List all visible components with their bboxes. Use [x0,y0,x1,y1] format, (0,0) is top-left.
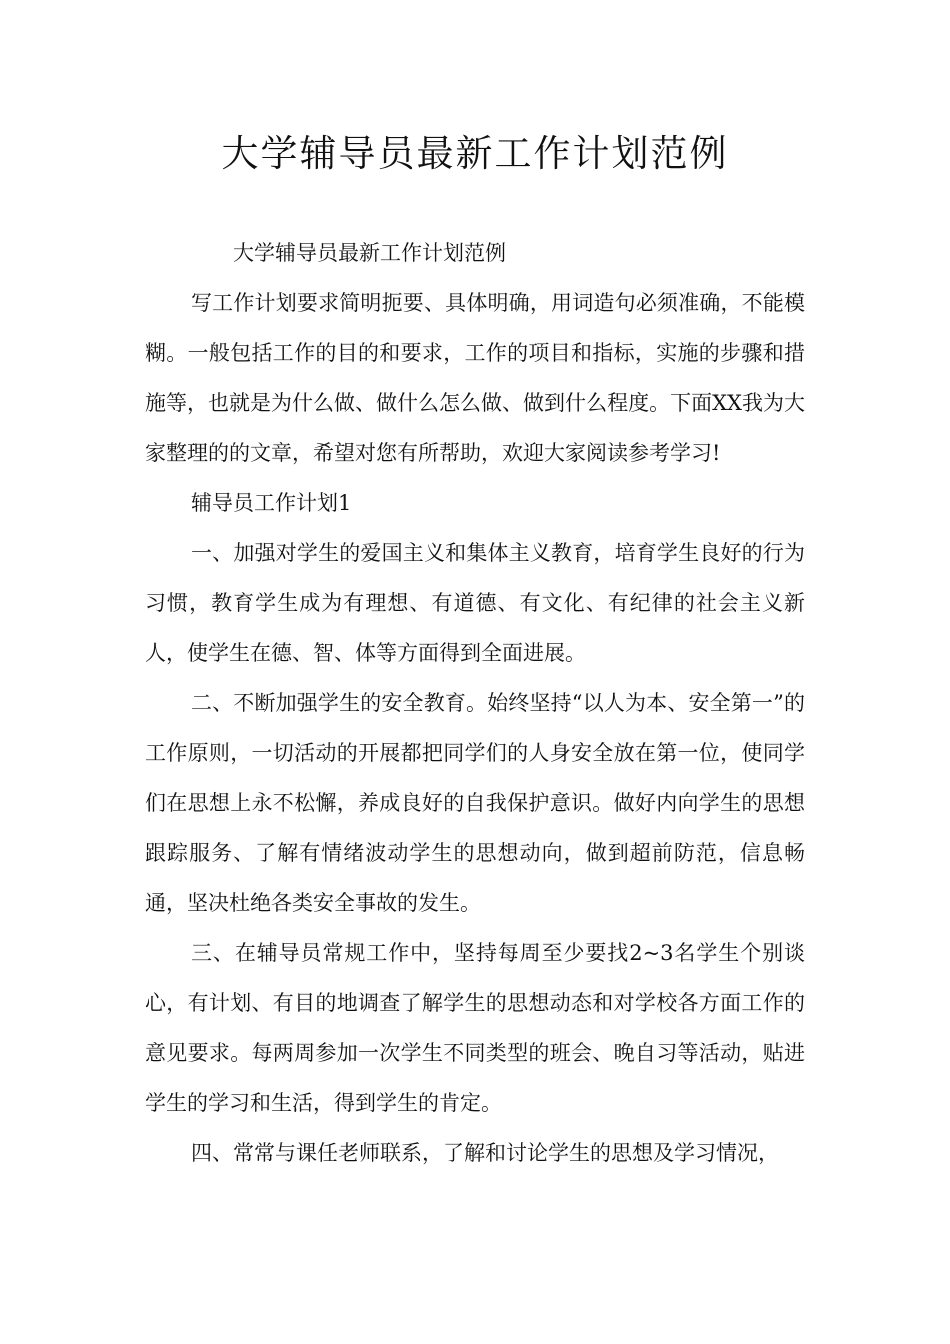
document-title: 大学辅导员最新工作计划范例 [221,132,729,175]
paragraph-item-1: 一、加强对学生的爱国主义和集体主义教育，培育学生良好的行为习惯，教育学生成为有理想、有道德、有文化、有纪律的社会主义新人，使学生在德、智、体等方面得到全面进展。 [145,541,805,665]
paragraph-item-4: 四、常常与课任老师联系，了解和讨论学生的思想及学习情况， [191,1141,779,1165]
paragraph-item-2: 二、不断加强学生的安全教育。始终坚持“以人为本、安全第一”的工作原则，一切活动的开展都把同学们的人身安全放在第一位，使同学们在思想上永不松懈，养成良好的自我保护意识。做好内向学生的思想跟踪服务、了解有情绪波动学生的思想动向，做到超前防范，信息畅通，坚决杜绝各类安全事故的发生。 [145,691,805,915]
paragraph-item-3: 三、在辅导员常规工作中，坚持每周至少要找2~3名学生个别谈心，有计划、有目的地调查了解学生的思想动态和对学校各方面工作的意见要求。每两周参加一次学生不同类型的班会、晚自习等活动，贴进学生的学习和生活，得到学生的肯定。 [145,941,805,1115]
document-body [145,228,805,1178]
document-subtitle: 大学辅导员最新工作计划范例 [233,241,506,265]
section-heading: 辅导员工作计划1 [191,491,352,515]
intro-paragraph: 写工作计划要求简明扼要、具体明确，用词造句必须准确，不能模糊。一般包括工作的目的和要求，工作的项目和指标，实施的步骤和措施等，也就是为什么做、做什么怎么做、做到什么程度。下面XX我为大家整理的的文章，希望对您有所帮助，欢迎大家阅读参考学习! [145,291,805,465]
